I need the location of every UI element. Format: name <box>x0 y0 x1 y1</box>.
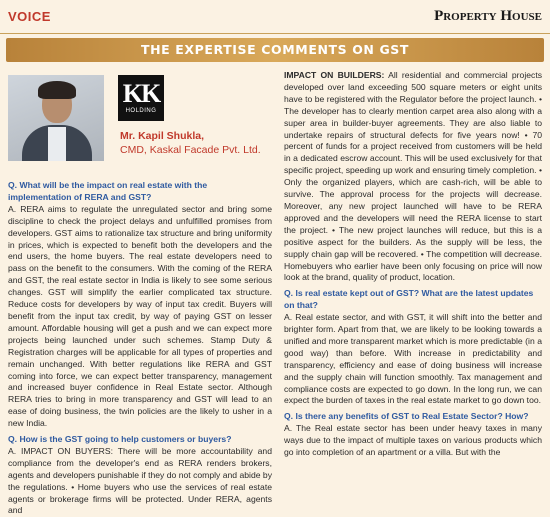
question-2: Q. How is the GST going to help customers or buyers? <box>8 434 232 445</box>
article-title: THE EXPERTISE COMMENTS ON GST <box>140 42 410 57</box>
logo-word: HOLDING <box>125 108 157 114</box>
answer-1: A. RERA aims to regulate the unregulated sector and bring some discipline to check the project delays and unfulfilled promises from developers. GST aims to rationalize tax structure and bring uniformity in prices, which is expected to benefit both the developers and the end users, the home buyers. The real estate developers need to pass on the benefit to the consumers. With the coming of the RERA and GST, the real estate sector in India is likely to see some serious changes. GST will simplify the earlier complicated tax structure. Reduce costs for developers by way of input tax credit. Buyers will benefit from the input tax credit, by way of paying GST on lesser amount. Affordable housing will get a push and we can expect more projects being launched under such schemes. Stamp Duty & Registration charges will be applicable for all types of properties and remain unchanged. With better regulations like RERA and GST coming into force, we can expect better transparency, management and increased buyer confidence in Real Estate sector. Although RERA tries to bring in more transparency and GST will lead to an ease of doing business, the twin policies are the likely to usher in a new India. <box>8 203 272 429</box>
builders-paragraph <box>284 70 542 284</box>
author-role: CMD, Kaskal Facade Pvt. Ltd. <box>120 144 261 156</box>
right-column <box>284 70 542 459</box>
answer-3: A. Real estate sector, and with GST, it will shift into the better and brighter form. Apart from that, we are likely to be looking towards a unified and more transparent market which is more predictable (in a good way) than before. With increase in predictability and transparency, efficiency and ease of doing business will increase and the supply chain will function smoothly. Tax management and compliance costs are expected to go down. In the long run, we can expect the burden of taxes in the real estate market to go down too. <box>284 312 542 406</box>
article-banner <box>6 38 544 62</box>
author-name: Mr. Kapil Shukla, <box>120 130 205 142</box>
author-photo <box>8 75 104 161</box>
section-label: VOICE <box>8 9 51 24</box>
left-column <box>8 180 272 517</box>
question-1: Q. What will be the impact on real estate with the implementation of RERA and GST? <box>8 180 208 202</box>
page-header <box>0 0 550 34</box>
company-logo <box>118 75 164 121</box>
question-3: Q. Is real estate kept out of GST? What are the latest updates on that? <box>284 288 534 311</box>
answer-4: A. The Real estate sector has been under heavy taxes in many ways due to the impact of multiple taxes on various products which go into completion of an apartment or a villa. But with the <box>284 423 542 458</box>
logo-mark: KK <box>122 79 160 108</box>
builders-label: IMPACT ON BUILDERS: <box>284 70 385 80</box>
header-divider <box>0 33 550 34</box>
question-4: Q. Is there any benefits of GST to Real Estate Sector? How? <box>284 411 529 422</box>
builders-text: All residential and commercial projects developed over land exceeding 500 square meters or eight units have to be registered with the Regulator before the project launch. • The developer has to clearly mention carpet area also along with a super area in builder-buyer agreements. They are also liable to undertake repairs of structural defects for five years now! • 70 percent of funds for a project received from customers will be held in a dedicated escrow account. This will be used exclusively for that specific project, speeding up work and ensuring timely completion. • Only the organized players, which are cash-rich, will be able to survive. The approval process for the projects will decrease. Moreover, any new project launched will have to be RERA approved and the developers will need the RERA license to start the project. • The new project launches will reduce, but this is a positive aspect for the builders. As the supply will be less, the supply chain gap will be recovered. • The competition will decrease. Homebuyers who earlier have been only focusing on price will now look at the brand, quality of product, location. <box>284 70 542 283</box>
answer-2: A. IMPACT ON BUYERS: There will be more accountability and compliance from the developer's end as RERA renders brokers, agents and developers punishable if they do not comply and abide by the regulations. • Home buyers who use the services of real estate agents or brokerage firms will be protected. Under RERA, agents and <box>8 445 272 516</box>
magazine-brand: Property House <box>434 8 542 24</box>
